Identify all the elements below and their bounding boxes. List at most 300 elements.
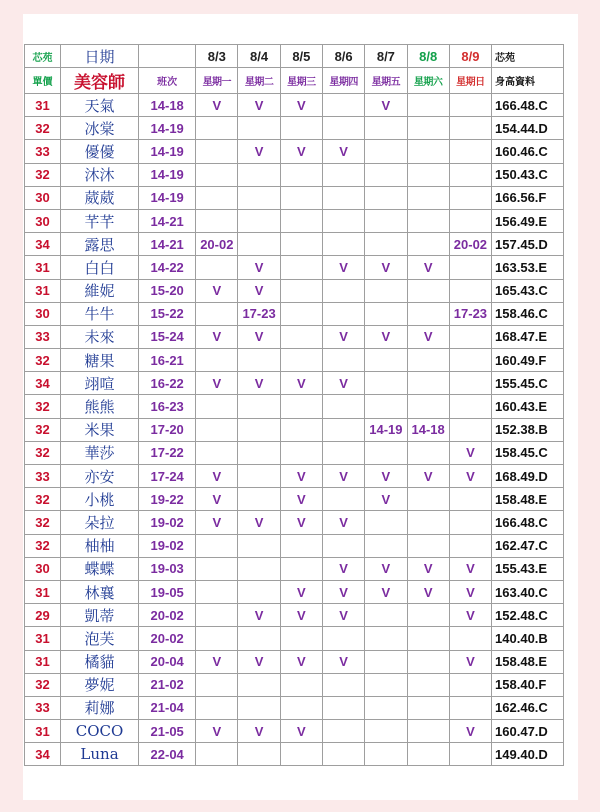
shift-cell: 15-20: [139, 279, 196, 302]
shift-cell: 17-20: [139, 418, 196, 441]
day-availability-cell: [407, 511, 449, 534]
day-availability-cell: V: [407, 580, 449, 603]
day-availability-cell: [322, 233, 364, 256]
day-availability-cell: V: [196, 511, 238, 534]
size-data-cell: 155.45.C: [492, 372, 564, 395]
price-cell: 32: [25, 673, 61, 696]
day-availability-cell: [407, 117, 449, 140]
date-header: 8/9: [449, 45, 491, 68]
beautician-name-cell: 朵拉: [60, 511, 138, 534]
table-row: [25, 395, 564, 418]
price-cell: 31: [25, 580, 61, 603]
day-availability-cell: V: [365, 465, 407, 488]
day-availability-cell: [365, 209, 407, 232]
shift-label: 班次: [139, 68, 196, 94]
day-availability-cell: V: [365, 325, 407, 348]
day-availability-cell: [238, 673, 280, 696]
day-availability-cell: [449, 256, 491, 279]
day-availability-cell: V: [238, 140, 280, 163]
table-row: [25, 279, 564, 302]
table-row: [25, 117, 564, 140]
price-cell: 30: [25, 186, 61, 209]
price-cell: 32: [25, 163, 61, 186]
weekday-header: 星期四: [322, 68, 364, 94]
shift-cell: 21-04: [139, 696, 196, 719]
day-availability-cell: [365, 349, 407, 372]
size-data-cell: 152.48.C: [492, 604, 564, 627]
date-header: 8/6: [322, 45, 364, 68]
size-data-cell: 163.40.C: [492, 580, 564, 603]
beautician-name-cell: 米果: [60, 418, 138, 441]
day-availability-cell: [449, 488, 491, 511]
day-availability-cell: [322, 673, 364, 696]
day-availability-cell: V: [280, 650, 322, 673]
day-availability-cell: V: [280, 580, 322, 603]
day-availability-cell: [322, 696, 364, 719]
day-availability-cell: [238, 441, 280, 464]
day-availability-cell: [196, 256, 238, 279]
day-availability-cell: [449, 696, 491, 719]
size-data-cell: 157.45.D: [492, 233, 564, 256]
day-availability-cell: [407, 372, 449, 395]
day-availability-cell: [449, 511, 491, 534]
day-availability-cell: [407, 604, 449, 627]
day-availability-cell: V: [407, 325, 449, 348]
day-availability-cell: V: [280, 720, 322, 743]
day-availability-cell: V: [280, 511, 322, 534]
price-cell: 32: [25, 349, 61, 372]
day-availability-cell: [196, 743, 238, 766]
schedule-table: [24, 44, 564, 766]
beautician-name-cell: 沐沐: [60, 163, 138, 186]
beautician-name-cell: 白白: [60, 256, 138, 279]
price-cell: 32: [25, 511, 61, 534]
day-availability-cell: [280, 743, 322, 766]
day-availability-cell: [407, 395, 449, 418]
day-availability-cell: V: [280, 465, 322, 488]
day-availability-cell: [365, 140, 407, 163]
day-availability-cell: V: [365, 256, 407, 279]
day-availability-cell: V: [196, 465, 238, 488]
day-availability-cell: [238, 418, 280, 441]
day-availability-cell: V: [196, 650, 238, 673]
day-availability-cell: 17-23: [238, 302, 280, 325]
size-data-cell: 158.48.E: [492, 650, 564, 673]
price-cell: 31: [25, 279, 61, 302]
beautician-name-cell: 莉娜: [60, 696, 138, 719]
size-data-cell: 160.43.E: [492, 395, 564, 418]
size-data-cell: 158.46.C: [492, 302, 564, 325]
day-availability-cell: [196, 117, 238, 140]
price-cell: 31: [25, 650, 61, 673]
day-availability-cell: V: [449, 604, 491, 627]
shift-cell: 14-19: [139, 186, 196, 209]
size-label: 身高資料: [492, 68, 564, 94]
day-availability-cell: V: [238, 256, 280, 279]
day-availability-cell: 14-18: [407, 418, 449, 441]
brand-left-label: 芯苑: [25, 45, 61, 68]
day-availability-cell: [407, 650, 449, 673]
shift-cell: 21-02: [139, 673, 196, 696]
day-availability-cell: [407, 209, 449, 232]
date-header: 8/3: [196, 45, 238, 68]
price-cell: 33: [25, 696, 61, 719]
day-availability-cell: [365, 511, 407, 534]
day-availability-cell: [365, 696, 407, 719]
day-availability-cell: [196, 186, 238, 209]
day-availability-cell: V: [449, 441, 491, 464]
day-availability-cell: [238, 233, 280, 256]
day-availability-cell: [449, 534, 491, 557]
day-availability-cell: [196, 673, 238, 696]
day-availability-cell: [238, 557, 280, 580]
day-availability-cell: V: [407, 465, 449, 488]
table-row: [25, 604, 564, 627]
beautician-label: 美容師: [60, 68, 138, 94]
price-cell: 32: [25, 395, 61, 418]
day-availability-cell: [238, 696, 280, 719]
beautician-name-cell: 糖果: [60, 349, 138, 372]
day-availability-cell: [365, 673, 407, 696]
date-header: 8/8: [407, 45, 449, 68]
size-data-cell: 149.40.D: [492, 743, 564, 766]
beautician-name-cell: 小桃: [60, 488, 138, 511]
day-availability-cell: [365, 604, 407, 627]
beautician-name-cell: 葳葳: [60, 186, 138, 209]
table-row: [25, 650, 564, 673]
day-availability-cell: [280, 209, 322, 232]
day-availability-cell: [365, 186, 407, 209]
day-availability-cell: [407, 534, 449, 557]
day-availability-cell: [449, 673, 491, 696]
table-row: [25, 233, 564, 256]
table-row: [25, 534, 564, 557]
beautician-name-cell: 林襄: [60, 580, 138, 603]
price-cell: 31: [25, 720, 61, 743]
day-availability-cell: [449, 627, 491, 650]
size-data-cell: 166.48.C: [492, 94, 564, 117]
table-row: [25, 696, 564, 719]
size-data-cell: 163.53.E: [492, 256, 564, 279]
day-availability-cell: [196, 209, 238, 232]
beautician-name-cell: 未來: [60, 325, 138, 348]
day-availability-cell: [449, 94, 491, 117]
shift-cell: 14-22: [139, 256, 196, 279]
day-availability-cell: V: [238, 650, 280, 673]
size-data-cell: 140.40.B: [492, 627, 564, 650]
day-availability-cell: 20-02: [449, 233, 491, 256]
table-row: [25, 349, 564, 372]
day-availability-cell: V: [365, 580, 407, 603]
day-availability-cell: V: [280, 372, 322, 395]
beautician-name-cell: 翊喧: [60, 372, 138, 395]
shift-cell: 14-19: [139, 140, 196, 163]
shift-cell: 21-05: [139, 720, 196, 743]
weekday-header: 星期日: [449, 68, 491, 94]
price-cell: 32: [25, 488, 61, 511]
day-availability-cell: V: [449, 720, 491, 743]
beautician-name-cell: 亦安: [60, 465, 138, 488]
day-availability-cell: [449, 163, 491, 186]
day-availability-cell: [407, 673, 449, 696]
day-availability-cell: [449, 349, 491, 372]
shift-cell: 14-21: [139, 209, 196, 232]
weekday-header: 星期一: [196, 68, 238, 94]
table-row: [25, 743, 564, 766]
day-availability-cell: V: [322, 256, 364, 279]
day-availability-cell: [407, 349, 449, 372]
shift-cell: 16-22: [139, 372, 196, 395]
header-row-weekdays: [25, 68, 564, 94]
size-data-cell: 168.47.E: [492, 325, 564, 348]
beautician-name-cell: 露思: [60, 233, 138, 256]
day-availability-cell: V: [365, 488, 407, 511]
day-availability-cell: [407, 441, 449, 464]
price-cell: 33: [25, 465, 61, 488]
day-availability-cell: [280, 534, 322, 557]
day-availability-cell: [365, 720, 407, 743]
day-availability-cell: [280, 395, 322, 418]
size-data-cell: 166.48.C: [492, 511, 564, 534]
date-header: 8/7: [365, 45, 407, 68]
day-availability-cell: [196, 418, 238, 441]
size-data-cell: 158.48.E: [492, 488, 564, 511]
shift-cell: 14-19: [139, 163, 196, 186]
beautician-name-cell: 熊熊: [60, 395, 138, 418]
weekday-header: 星期三: [280, 68, 322, 94]
table-row: [25, 627, 564, 650]
day-availability-cell: [365, 163, 407, 186]
shift-cell: 14-19: [139, 117, 196, 140]
day-availability-cell: [280, 256, 322, 279]
day-availability-cell: [449, 395, 491, 418]
day-availability-cell: [196, 163, 238, 186]
date-header: 8/5: [280, 45, 322, 68]
day-availability-cell: V: [322, 372, 364, 395]
day-availability-cell: V: [196, 94, 238, 117]
size-data-cell: 165.43.C: [492, 279, 564, 302]
day-availability-cell: V: [280, 94, 322, 117]
day-availability-cell: [238, 580, 280, 603]
day-availability-cell: [407, 163, 449, 186]
day-availability-cell: [449, 418, 491, 441]
table-row: [25, 488, 564, 511]
shift-cell: 15-22: [139, 302, 196, 325]
table-row: [25, 720, 564, 743]
size-data-cell: 150.43.C: [492, 163, 564, 186]
size-data-cell: 162.47.C: [492, 534, 564, 557]
day-availability-cell: [449, 140, 491, 163]
day-availability-cell: V: [238, 604, 280, 627]
shift-cell: 19-05: [139, 580, 196, 603]
shift-cell: 16-21: [139, 349, 196, 372]
day-availability-cell: V: [449, 465, 491, 488]
shift-cell: 20-02: [139, 627, 196, 650]
table-row: [25, 673, 564, 696]
day-availability-cell: [322, 441, 364, 464]
day-availability-cell: [238, 627, 280, 650]
day-availability-cell: [322, 720, 364, 743]
day-availability-cell: [322, 94, 364, 117]
day-availability-cell: [196, 696, 238, 719]
day-availability-cell: [322, 418, 364, 441]
day-availability-cell: [238, 534, 280, 557]
day-availability-cell: 20-02: [196, 233, 238, 256]
size-data-cell: 162.46.C: [492, 696, 564, 719]
day-availability-cell: [449, 743, 491, 766]
day-availability-cell: V: [449, 580, 491, 603]
beautician-name-cell: 優優: [60, 140, 138, 163]
day-availability-cell: V: [238, 511, 280, 534]
day-availability-cell: V: [322, 580, 364, 603]
table-row: [25, 94, 564, 117]
day-availability-cell: [365, 117, 407, 140]
day-availability-cell: [280, 117, 322, 140]
day-availability-cell: V: [365, 94, 407, 117]
day-availability-cell: V: [238, 94, 280, 117]
day-availability-cell: [365, 534, 407, 557]
day-availability-cell: [280, 673, 322, 696]
day-availability-cell: [280, 627, 322, 650]
day-availability-cell: V: [322, 557, 364, 580]
day-availability-cell: [322, 302, 364, 325]
day-availability-cell: V: [407, 256, 449, 279]
day-availability-cell: [407, 743, 449, 766]
day-availability-cell: V: [322, 511, 364, 534]
schedule-sheet: [23, 14, 578, 800]
day-availability-cell: [322, 163, 364, 186]
size-data-cell: 152.38.B: [492, 418, 564, 441]
table-row: [25, 256, 564, 279]
beautician-name-cell: 蝶蝶: [60, 557, 138, 580]
day-availability-cell: [407, 696, 449, 719]
day-availability-cell: [196, 395, 238, 418]
day-availability-cell: [196, 534, 238, 557]
shift-cell: 20-04: [139, 650, 196, 673]
day-availability-cell: V: [238, 325, 280, 348]
price-cell: 34: [25, 372, 61, 395]
day-availability-cell: [449, 372, 491, 395]
table-row: [25, 209, 564, 232]
day-availability-cell: [238, 209, 280, 232]
table-row: [25, 302, 564, 325]
day-availability-cell: [238, 465, 280, 488]
price-cell: 32: [25, 117, 61, 140]
price-cell: 30: [25, 209, 61, 232]
day-availability-cell: V: [196, 325, 238, 348]
table-row: [25, 557, 564, 580]
day-availability-cell: [322, 186, 364, 209]
day-availability-cell: [365, 743, 407, 766]
day-availability-cell: [280, 418, 322, 441]
day-availability-cell: [280, 557, 322, 580]
size-data-cell: 154.44.D: [492, 117, 564, 140]
price-cell: 29: [25, 604, 61, 627]
date-label: 日期: [60, 45, 138, 68]
shift-cell: 14-18: [139, 94, 196, 117]
day-availability-cell: [196, 557, 238, 580]
day-availability-cell: [238, 163, 280, 186]
beautician-name-cell: 夢妮: [60, 673, 138, 696]
size-data-cell: 158.40.F: [492, 673, 564, 696]
beautician-name-cell: 凱蒂: [60, 604, 138, 627]
day-availability-cell: V: [196, 279, 238, 302]
price-label: 單價: [25, 68, 61, 94]
price-cell: 30: [25, 557, 61, 580]
day-availability-cell: V: [280, 488, 322, 511]
day-availability-cell: [196, 302, 238, 325]
day-availability-cell: [322, 488, 364, 511]
day-availability-cell: [280, 325, 322, 348]
day-availability-cell: [322, 349, 364, 372]
beautician-name-cell: Luna: [60, 743, 138, 766]
day-availability-cell: V: [280, 140, 322, 163]
day-availability-cell: [238, 349, 280, 372]
beautician-name-cell: 牛牛: [60, 302, 138, 325]
table-row: [25, 441, 564, 464]
weekday-header: 星期五: [365, 68, 407, 94]
price-cell: 32: [25, 534, 61, 557]
day-availability-cell: [280, 441, 322, 464]
table-row: [25, 580, 564, 603]
day-availability-cell: [365, 279, 407, 302]
beautician-name-cell: 維妮: [60, 279, 138, 302]
day-availability-cell: V: [238, 372, 280, 395]
day-availability-cell: V: [322, 140, 364, 163]
table-row: [25, 186, 564, 209]
price-cell: 33: [25, 140, 61, 163]
shift-cell: 16-23: [139, 395, 196, 418]
price-cell: 34: [25, 233, 61, 256]
day-availability-cell: [238, 743, 280, 766]
day-availability-cell: [238, 395, 280, 418]
size-data-cell: 158.45.C: [492, 441, 564, 464]
day-availability-cell: [322, 395, 364, 418]
day-availability-cell: V: [322, 325, 364, 348]
day-availability-cell: [365, 627, 407, 650]
price-cell: 33: [25, 325, 61, 348]
beautician-name-cell: 柚柚: [60, 534, 138, 557]
day-availability-cell: V: [449, 650, 491, 673]
day-availability-cell: [322, 279, 364, 302]
day-availability-cell: [196, 349, 238, 372]
shift-cell: 19-22: [139, 488, 196, 511]
day-availability-cell: [322, 534, 364, 557]
beautician-name-cell: 芊芊: [60, 209, 138, 232]
day-availability-cell: [449, 117, 491, 140]
day-availability-cell: [407, 94, 449, 117]
shift-cell: 22-04: [139, 743, 196, 766]
day-availability-cell: V: [449, 557, 491, 580]
size-data-cell: 168.49.D: [492, 465, 564, 488]
shift-cell: 15-24: [139, 325, 196, 348]
day-availability-cell: [196, 604, 238, 627]
header-row-dates: [25, 45, 564, 68]
day-availability-cell: [322, 209, 364, 232]
day-availability-cell: [322, 627, 364, 650]
table-row: [25, 511, 564, 534]
size-data-cell: 160.47.D: [492, 720, 564, 743]
size-data-cell: 155.43.E: [492, 557, 564, 580]
day-availability-cell: V: [196, 720, 238, 743]
day-availability-cell: [407, 186, 449, 209]
beautician-name-cell: 泡芙: [60, 627, 138, 650]
table-row: [25, 372, 564, 395]
day-availability-cell: [322, 743, 364, 766]
beautician-name-cell: 天氣: [60, 94, 138, 117]
shift-cell: 17-24: [139, 465, 196, 488]
day-availability-cell: 14-19: [365, 418, 407, 441]
